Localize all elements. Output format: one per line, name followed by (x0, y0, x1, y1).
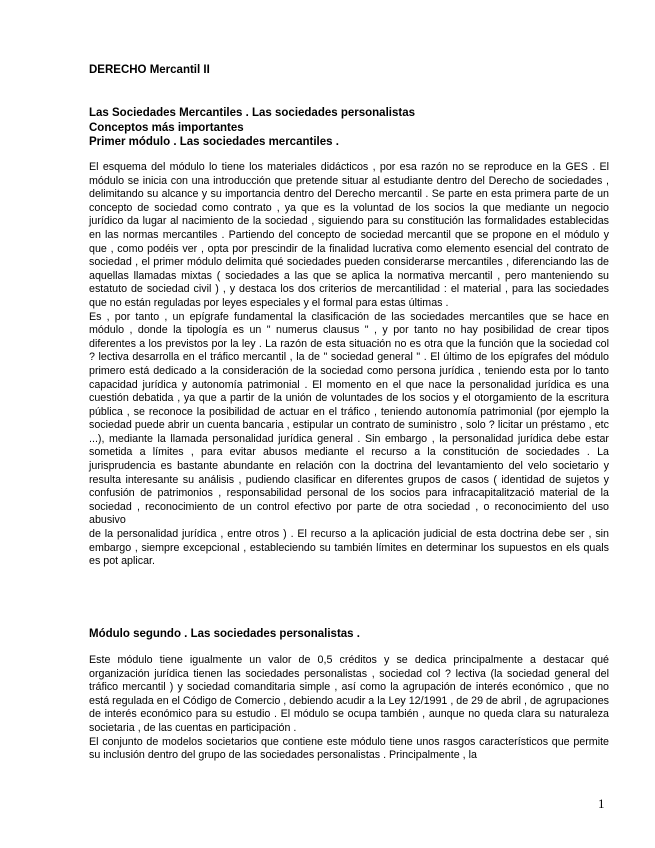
paragraph: de la personalidad jurídica , entre otros ) . El recurso a la aplicación judicial de esta doctrina debe ser , sin embargo , siempre excepcional , estableciendo su también límites en determinar los supuestos en els quals es pot aplicar. (89, 528, 609, 568)
heading-line-3: Primer módulo . Las sociedades mercantiles . (89, 136, 339, 148)
heading-line-1: Las Sociedades Mercantiles . Las sociedades personalistas (89, 107, 415, 119)
section-2-title: Módulo segundo . Las sociedades personalistas . (89, 628, 360, 640)
section-2-body (89, 654, 609, 763)
paragraph: Este módulo tiene igualmente un valor de 0,5 créditos y se dedica principalmente a destacar qué organización jurídica tienen las sociedades personalistas , sociedad col ? lectiva (la sociedad general del tráfico mercantil ) y sociedad comanditaria simple , así como la agrupación de interés económico , que no está regulada en el Código de Comercio , debiendo acudir a la Ley 12/1991 , de 29 de abril , de agrupaciones de interés económico para su estudio . El módulo se ocupa también , aunque no queda clara su naturaleza societaria , de las cuentas en participación . (89, 654, 609, 734)
paragraph: El esquema del módulo lo tiene los materiales didácticos , por esa razón no se reproduce en la GES . El módulo se inicia con una introducción que pretende situar al estudiante dentro del Derecho de sociedades , delimitando su alcance y su importancia dentro del Derecho mercantil . Se parte en esta primera parte de un concepto de sociedad como contrato , ya que es la voluntad de los socios la que mediante un negocio jurídico da lugar al nacimiento de la sociedad , siguiendo para su constitución las formalidades establecidas en las normas mercantiles . Partiendo del concepto de sociedad mercantil que se propone en el módulo y que , como podéis ver , opta por prescindir de la finalidad lucrativa como elemento esencial del contrato de sociedad , el primer módulo delimita qué sociedades pueden considerarse mercantiles , diferenciando las de aquellas llamadas mixtas ( sociedades a las que se aplica la normativa mercantil , pero manteniendo su estatuto de sociedad civil ) , y destaca los dos criterios de mercantilidad : el material , para las sociedades que no están reguladas por leyes especiales y el formal para estas últimas . (89, 161, 609, 309)
paragraph: Es , por tanto , un epígrafe fundamental la clasificación de las sociedades mercantiles que se hace en módulo , donde la tipología es un " numerus clausus " , y por tanto no hay posibilidad de crear tipos diferentes a los previstos por la ley . La razón de esta situación no es otra que la función que la sociedad col ? lectiva desarrolla en el tráfico mercantil , la de " sociedad general " . El último de los epígrafes del módulo primero está dedicado a la consideración de la sociedad como persona jurídica , teniendo esta por lo tanto capacidad jurídica y autonomía patrimonial . El momento en el que nace la personalidad jurídica es una cuestión debatida , ya que a partir de la unión de voluntades de los socios y el otorgamiento de la escritura pública , se reconoce la posibilidad de actuar en el tráfico , teniendo autonomía patrimonial (por ejemplo la sociedad puede abrir un cuenta bancaria , estipular un contrato de suministro , solo ? licitar un préstamo , etc ...), mediante la llamada personalidad jurídica general . Sin embargo , la personalidad jurídica debe estar sometida a límites , para evitar abusos mediante el recurso a la constitución de sociedades . La jurisprudencia es bastante abundante en relación con la doctrina del levantamiento del velo societario y resulta interesante su análisis , pudiendo clasificar en diferentes grupos de casos ( identidad de sujetos y confusión de patrimonios , responsabilidad personal de los socios para infracapitalització material de la sociedad , reconocimiento de un control efectivo por parte de otra sociedad , o reconocimiento del uso abusivo (89, 310, 609, 527)
paragraph: El conjunto de modelos societarios que contiene este módulo tiene unos rasgos característicos que permite su inclusión dentro del grupo de las sociedades personalistas . Principalmente , la (89, 735, 609, 762)
section-1-body (89, 161, 609, 569)
section-heading (89, 106, 415, 150)
page-number: 1 (598, 796, 605, 811)
heading-line-2: Conceptos más importantes (89, 121, 244, 134)
document-title: DERECHO Mercantil II (89, 64, 210, 76)
